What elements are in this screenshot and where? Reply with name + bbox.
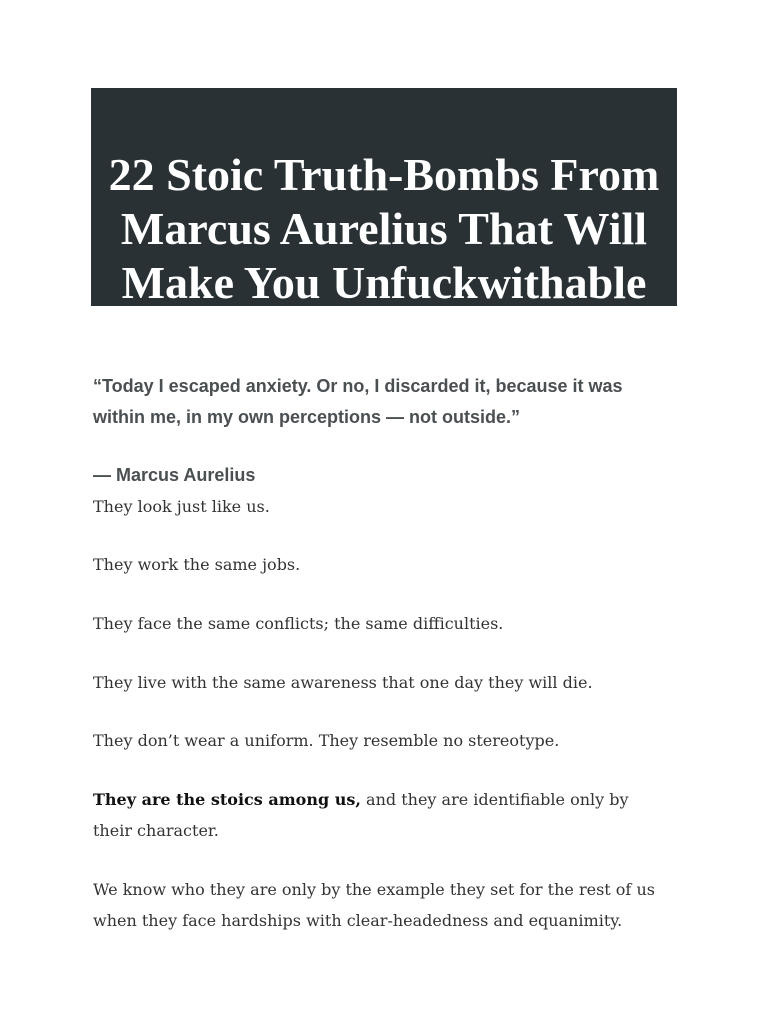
paragraph-1	[93, 491, 693, 522]
paragraph-6-line-1-rest: and they are identifiable only by	[360, 790, 629, 809]
paragraph-6-emphasis: They are the stoics among us,	[93, 790, 361, 809]
pull-quote	[93, 371, 693, 433]
paragraph-2-text: They work the same jobs.	[93, 555, 301, 574]
paragraph-7-line-2: when they face hardships with clear-headedness and equanimity.	[93, 911, 623, 930]
paragraph-5-text: They don’t wear a uniform. They resemble no stereotype.	[93, 731, 560, 750]
article-title-line-2: Marcus Aurelius That Will	[120, 203, 648, 254]
paragraph-5	[93, 725, 693, 756]
paragraph-7	[93, 874, 693, 936]
paragraph-3	[93, 608, 693, 639]
pull-quote-line-2: within me, in my own perceptions — not outside.”	[93, 407, 521, 427]
paragraph-1-text: They look just like us.	[93, 497, 270, 516]
article-title-line-3: Make You Unfuckwithable	[121, 257, 647, 308]
paragraph-6-line-2: their character.	[93, 821, 219, 840]
title-banner	[91, 88, 677, 306]
pull-quote-line-1: “Today I escaped anxiety. Or no, I discarded it, because it was	[93, 376, 623, 396]
paragraph-3-text: They face the same conflicts; the same difficulties.	[93, 614, 504, 633]
paragraph-6-line-1	[93, 784, 693, 815]
paragraph-2	[93, 549, 693, 580]
paragraph-4-text: They live with the same awareness that one day they will die.	[93, 673, 593, 692]
quote-attribution: — Marcus Aurelius	[93, 465, 256, 485]
paragraph-4	[93, 667, 693, 698]
paragraph-6	[93, 784, 693, 846]
article-title-line-1: 22 Stoic Truth-Bombs From	[108, 149, 660, 200]
paragraph-7-line-1: We know who they are only by the example they set for the rest of us	[93, 880, 655, 899]
